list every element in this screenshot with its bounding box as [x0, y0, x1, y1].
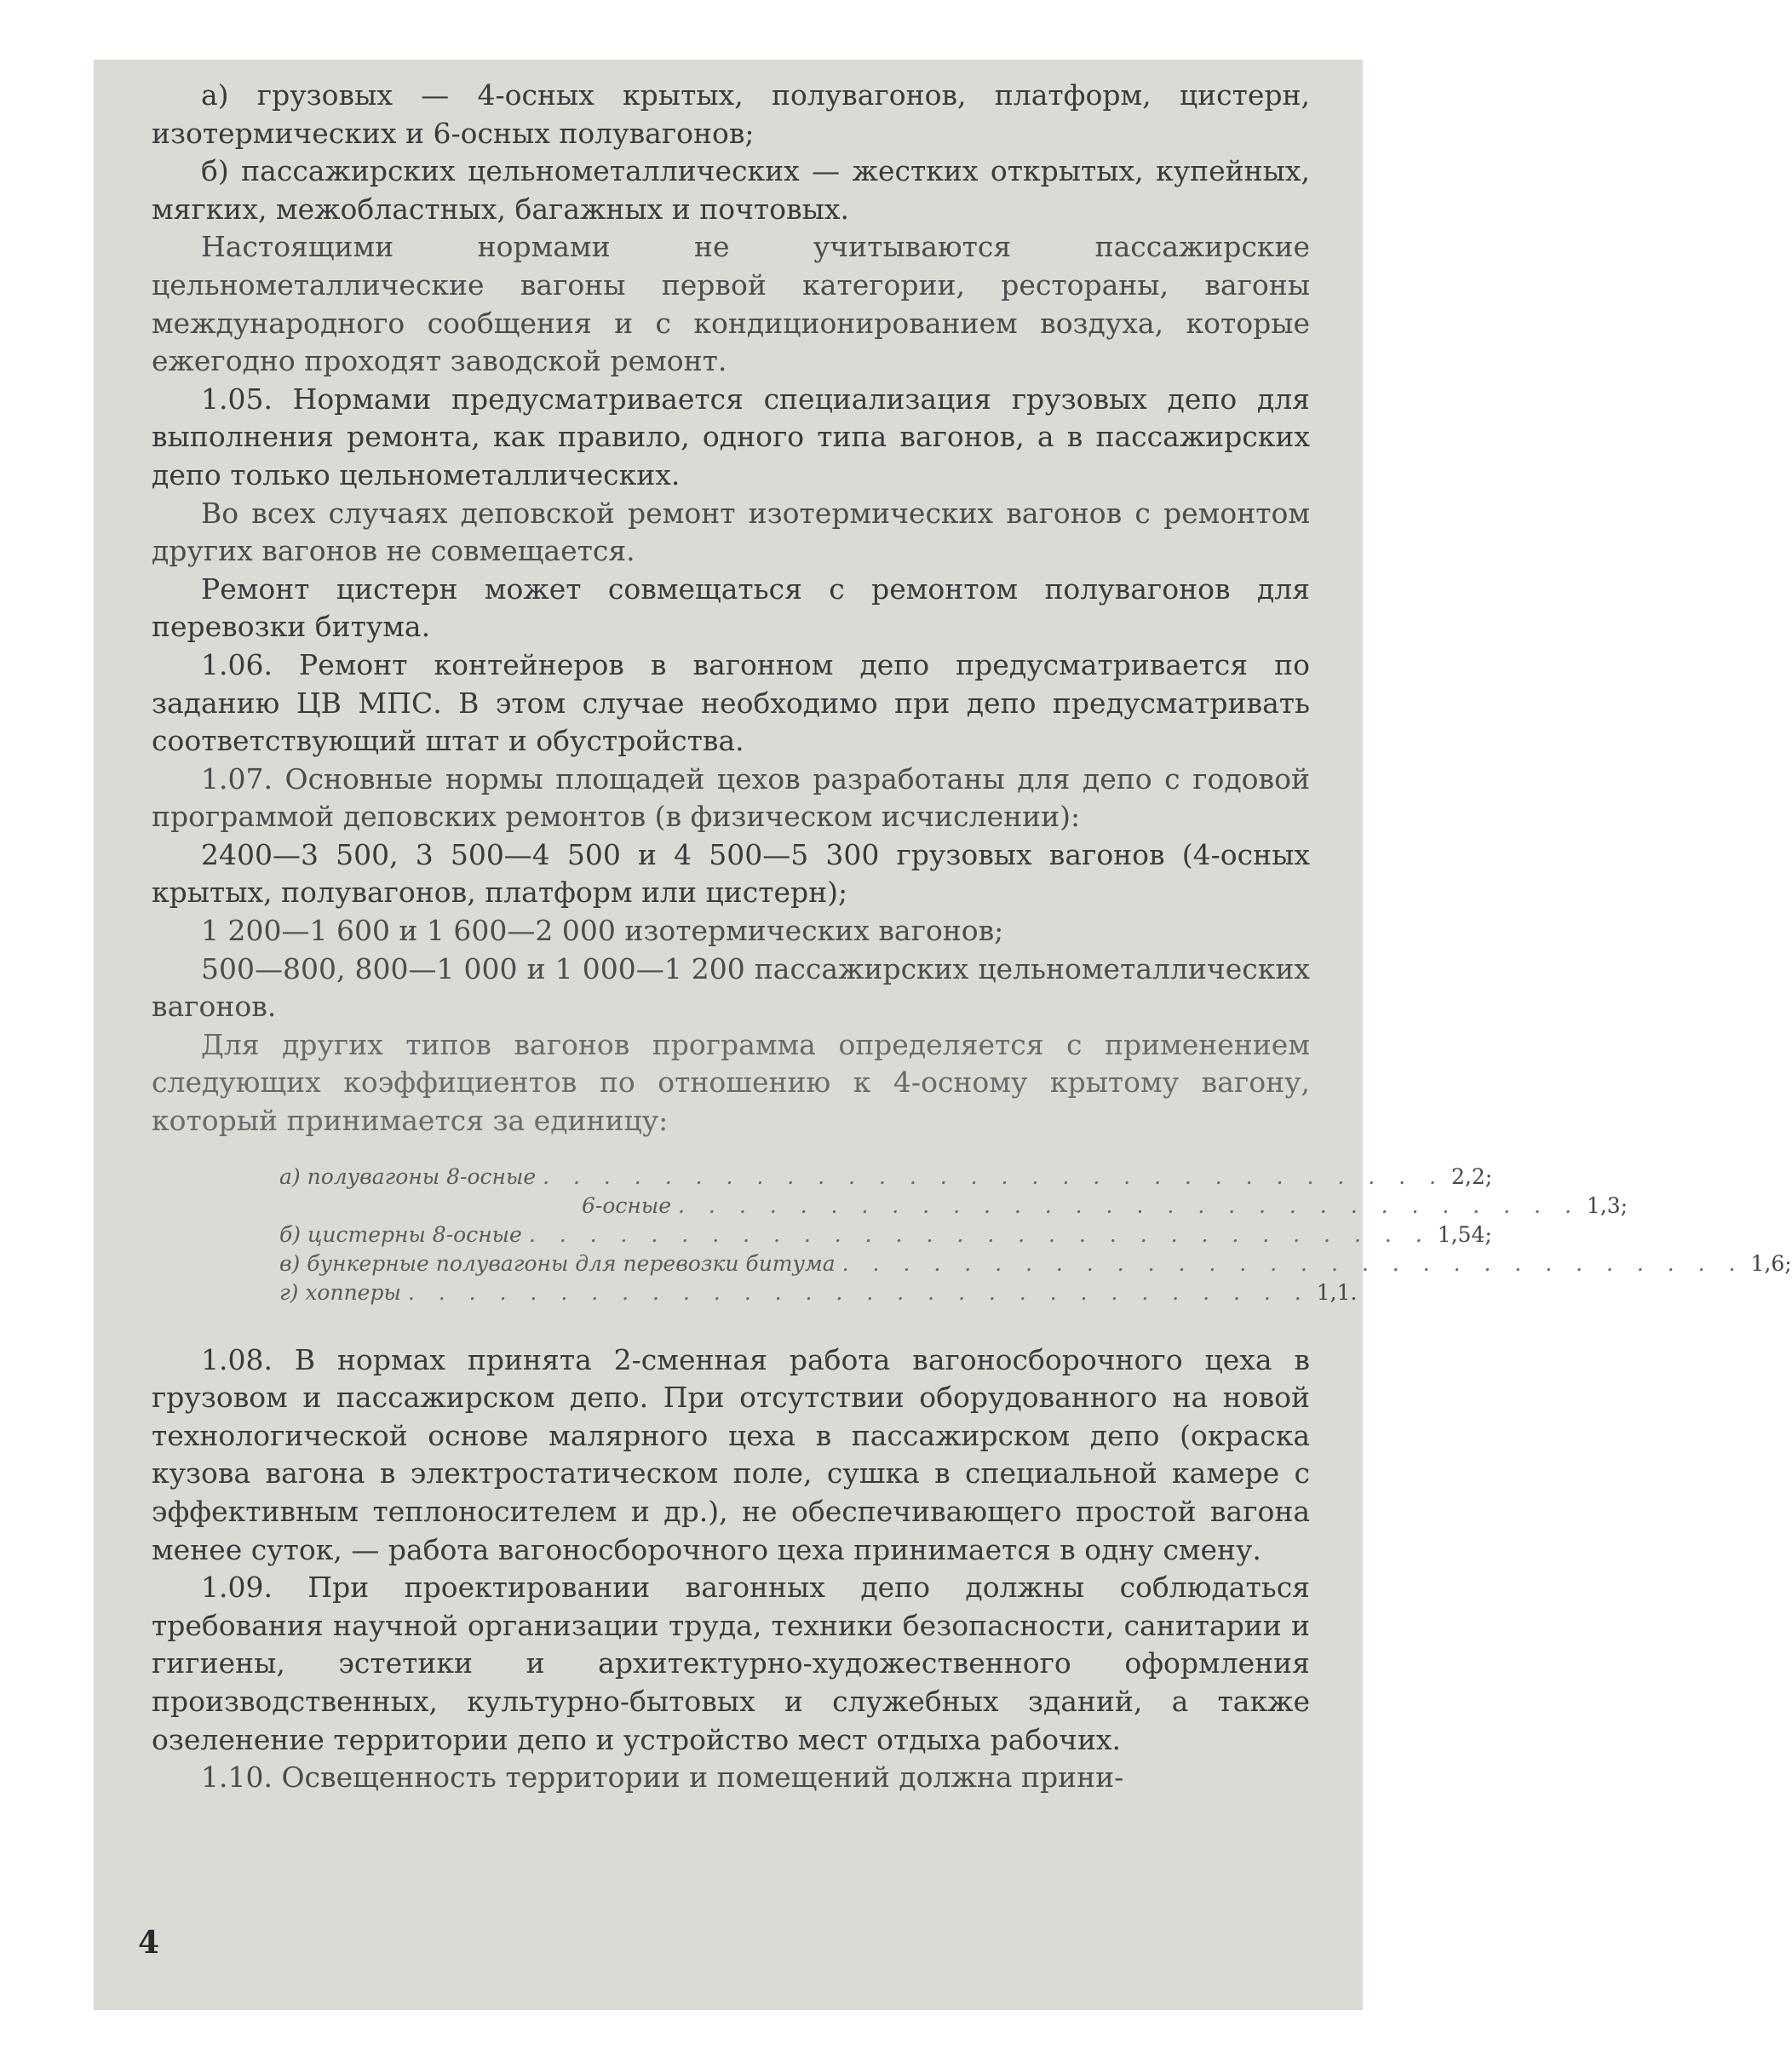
dot-leader: . . . . . . . . . . . . . . . . . . . . . . . . . . . . . .	[678, 1192, 1580, 1218]
coefficient-value: 2,2;	[1451, 1163, 1493, 1189]
dot-leader: . . . . . . . . . . . . . . . . . . . . . . . . . . . . . .	[528, 1221, 1431, 1247]
coefficient-row	[279, 1249, 1792, 1278]
coefficient-value: 1,54;	[1437, 1221, 1492, 1247]
scanned-page	[94, 60, 1792, 2010]
paragraph: б) пассажирских цельнометаллических — жестких открытых, купейных, мягких, межобластных, багажных и почтовых.	[152, 154, 1310, 226]
paragraph: Во всех случаях деповской ремонт изотермических вагонов с ремонтом других вагонов не совмещается.	[152, 496, 1310, 568]
coefficient-row	[279, 1163, 1493, 1192]
coefficient-label: а) полувагоны 8-осные	[279, 1163, 537, 1189]
coefficient-row	[279, 1192, 1628, 1221]
coefficient-value: 1,1.	[1316, 1279, 1358, 1305]
paragraph: 1.07. Основные нормы площадей цехов разработаны для депо с годовой программой деповских ремонтов (в физическом исчислении):	[152, 761, 1310, 834]
paragraph: 1.06. Ремонт контейнеров в вагонном депо предусматривается по заданию ЦВ МПС. В этом случае необходимо при депо предусматривать соответствующий штат и обустройства.	[152, 647, 1310, 758]
coefficient-value: 1,6;	[1750, 1250, 1792, 1276]
paragraph: 1.08. В нормах принята 2-сменная работа вагоносборочного цеха в грузовом и пассажирском депо. При отсутствии оборудованного на новой технологической основе малярного цеха в пассажирском депо (окраска кузова вагона в электростатическом поле, сушка в специальной камере с эффективным теплоносителем и др.), не обеспечивающего простой вагона менее суток, — работа вагоносборочного цеха принимается в одну смену.	[152, 1342, 1310, 1566]
dot-leader: . . . . . . . . . . . . . . . . . . . . . . . . . . . . . .	[841, 1250, 1744, 1276]
paragraph: 500—800, 800—1 000 и 1 000—1 200 пассажирских цельнометаллических вагонов.	[152, 951, 1310, 1024]
coefficient-label: в) бункерные полувагоны для перевозки битума	[279, 1250, 836, 1276]
paragraph: 2400—3 500, 3 500—4 500 и 4 500—5 300 грузовых вагонов (4-осных крытых, полувагонов, платформ или цистерн);	[152, 837, 1310, 910]
coefficient-list	[279, 1163, 1792, 1307]
body-text	[152, 77, 1792, 1797]
coefficient-label: г) хопперы	[279, 1279, 401, 1305]
coefficient-value: 1,3;	[1586, 1192, 1628, 1218]
dot-leader: . . . . . . . . . . . . . . . . . . . . . . . . . . . . . .	[407, 1279, 1310, 1305]
coefficient-label: б) цистерны 8-осные	[279, 1221, 522, 1247]
coefficient-row	[279, 1221, 1492, 1249]
page-number: 4	[138, 1925, 160, 1961]
paragraph: 1.05. Нормами предусматривается специализация грузовых депо для выполнения ремонта, как правило, одного типа вагонов, а в пассажирских депо только цельнометаллических.	[152, 382, 1310, 491]
paragraph: а) грузовых — 4-осных крытых, полувагонов, платформ, цистерн, изотермических и 6-осных полувагонов;	[152, 78, 1310, 150]
paragraph: Настоящими нормами не учитываются пассажирские цельнометаллические вагоны первой категории, рестораны, вагоны международного сообщения и с кондиционированием воздуха, которые ежегодно проходят заводской ремонт.	[152, 230, 1310, 378]
coefficient-label: 6-осные	[582, 1192, 672, 1218]
paragraph: 1 200—1 600 и 1 600—2 000 изотермических вагонов;	[201, 914, 1004, 948]
coefficient-row	[279, 1278, 1358, 1307]
paragraph: 1.10. Освещенность территории и помещений должна прини-	[201, 1760, 1124, 1795]
dot-leader: . . . . . . . . . . . . . . . . . . . . . . . . . . . . . .	[543, 1163, 1445, 1189]
paragraph: 1.09. При проектировании вагонных депо должны соблюдаться требования научной организации труда, техники безопасности, санитарии и гигиены, эстетики и архитектурно-художественного оформления производственных, культурно-бытовых и служебных зданий, а также озеленение территории депо и устройство мест отдыха рабочих.	[152, 1571, 1310, 1756]
paragraph: Для других типов вагонов программа определяется с применением следующих коэффициентов по отношению к 4-осному крытому вагону, который принимается за единицу:	[152, 1027, 1310, 1138]
paragraph: Ремонт цистерн может совмещаться с ремонтом полувагонов для перевозки битума.	[152, 572, 1310, 644]
